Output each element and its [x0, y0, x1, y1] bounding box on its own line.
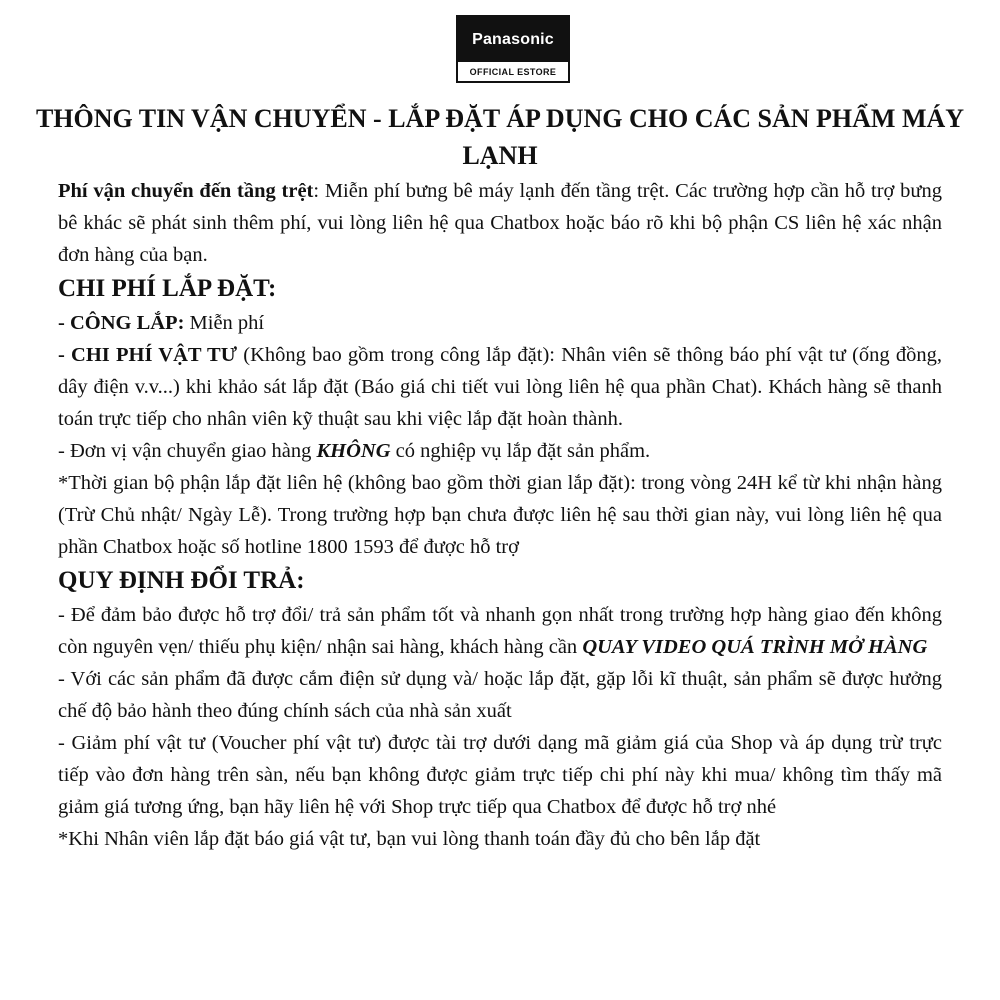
panasonic-logo — [456, 15, 570, 83]
page-title — [0, 100, 1000, 174]
labor-paragraph — [58, 307, 942, 339]
returns-p1-text: - Để đảm bảo được hỗ trợ đổi/ trả sản phẩm tốt và nhanh gọn nhất trong trường hợp hàng giao đến không còn nguyên vẹn/ thiếu phụ kiện/ nhận sai hàng, khách hàng cần — [58, 604, 942, 658]
returns-paragraph-1 — [58, 599, 942, 663]
carrier-paragraph — [58, 435, 942, 467]
returns-paragraph-3: - Giảm phí vật tư (Voucher phí vật tư) được tài trợ dưới dạng mã giảm giá của Shop và áp dụng trừ trực tiếp vào đơn hàng trên sàn, nếu bạn không được giảm trực tiếp chi phí này khi mua/ không tìm thấy mã giảm giá tương ứng, bạn hãy liên hệ với Shop trực tiếp qua Chatbox để được hỗ trợ nhé — [58, 732, 942, 818]
carrier-emphasis: KHÔNG — [316, 440, 391, 462]
returns-heading: QUY ĐỊNH ĐỔI TRẢ: — [58, 567, 305, 594]
shipping-paragraph — [58, 175, 942, 271]
labor-label: - CÔNG LẮP: — [58, 312, 185, 334]
shipping-text: : Miễn phí bưng bê máy lạnh đến tầng trệt. Các trường hợp cần hỗ trợ bưng bê khác sẽ phát sinh thêm phí, vui lòng liên hệ qua Chatbox hoặc báo rõ khi bộ phận CS liên hệ xác nhận đơn hàng của bạn. — [58, 180, 942, 266]
material-paragraph — [58, 339, 942, 435]
logo-store-label: OFFICIAL ESTORE — [469, 66, 557, 77]
returns-p1-emphasis: QUAY VIDEO QUÁ TRÌNH MỞ HÀNG — [582, 636, 928, 658]
shipping-label: Phí vận chuyển đến tầng trệt — [58, 180, 314, 202]
material-text: (Không bao gồm trong công lắp đặt): Nhân viên sẽ thông báo phí vật tư (ống đồng, dây điện v.v...) khi khảo sát lắp đặt (Báo giá chi tiết vui lòng liên hệ qua phần Chat). Khách hàng sẽ thanh toán trực tiếp cho nhân viên kỹ thuật sau khi việc lắp đặt hoàn thành. — [58, 344, 942, 430]
content — [58, 175, 942, 855]
contact-time-paragraph: *Thời gian bộ phận lắp đặt liên hệ (không bao gồm thời gian lắp đặt): trong vòng 24H kể từ khi nhận hàng (Trừ Chủ nhật/ Ngày Lễ). Trong trường hợp bạn chưa được liên hệ sau thời gian này, vui lòng liên hệ qua phần Chatbox hoặc số hotline 1800 1593 để được hỗ trợ — [58, 472, 942, 558]
install-heading: CHI PHÍ LẮP ĐẶT: — [58, 275, 277, 302]
labor-text: Miễn phí — [184, 312, 265, 334]
returns-paragraph-2: - Với các sản phẩm đã được cắm điện sử dụng và/ hoặc lắp đặt, gặp lỗi kĩ thuật, sản phẩm sẽ được hưởng chế độ bảo hành theo đúng chính sách của nhà sản xuất — [58, 668, 942, 722]
returns-paragraph-4: *Khi Nhân viên lắp đặt báo giá vật tư, bạn vui lòng thanh toán đầy đủ cho bên lắp đặt — [58, 828, 761, 850]
material-label: - CHI PHÍ VẬT TƯ — [58, 344, 238, 366]
title-line-1: THÔNG TIN VẬN CHUYỂN - LẮP ĐẶT ÁP DỤNG CHO — [35, 104, 689, 133]
logo-brand: Panasonic — [458, 17, 568, 62]
title-line-2: CÁC SẢN PHẨM MÁY LẠNH — [462, 104, 965, 170]
carrier-text-before: - Đơn vị vận chuyển giao hàng — [58, 440, 317, 462]
carrier-text-after: có nghiệp vụ lắp đặt sản phẩm. — [390, 440, 651, 462]
